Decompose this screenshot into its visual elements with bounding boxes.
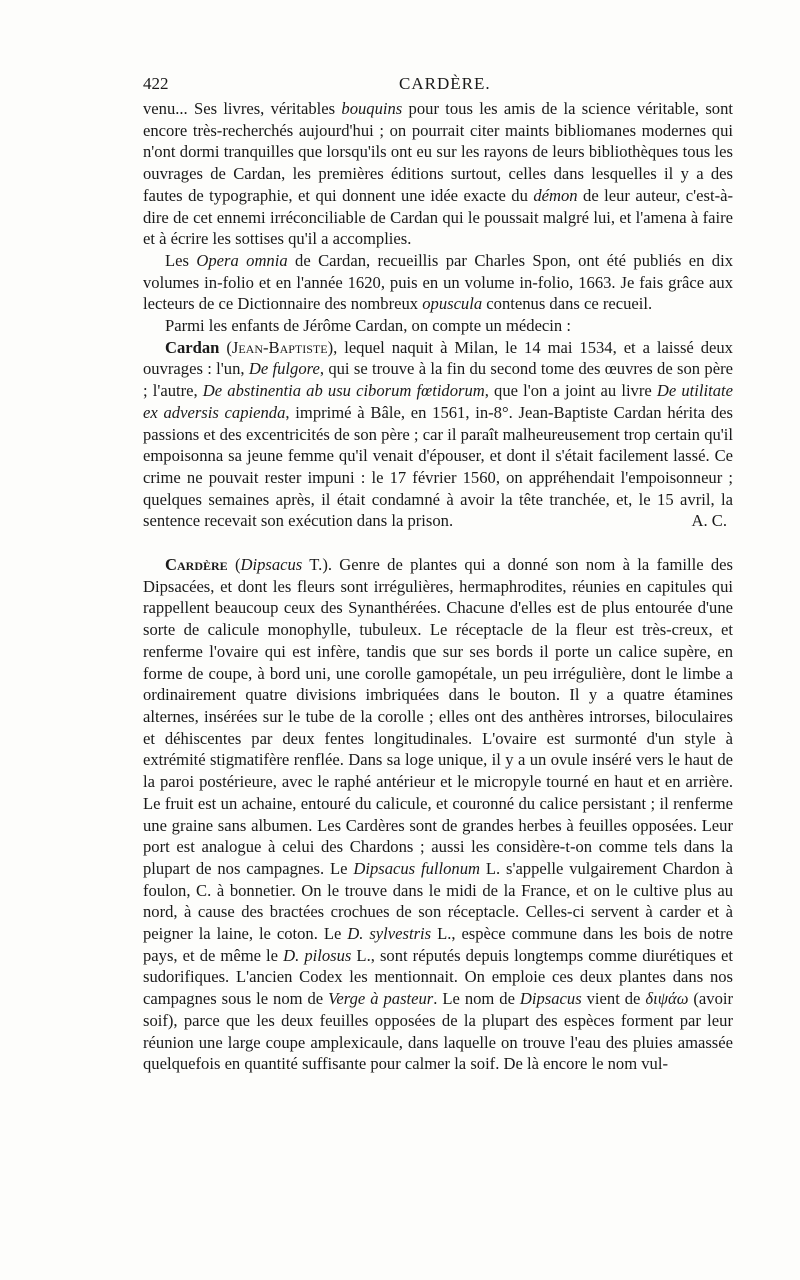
page-header xyxy=(143,74,733,98)
text-run: venu... Ses livres, véritables xyxy=(143,99,342,118)
text-run: De fulgore xyxy=(248,359,320,379)
paragraph-opera-omnia xyxy=(143,250,733,315)
text-run: L., sont réputés depuis longtemps comme diurétiques et sudorifiques. L'ancien Codex les mentionnait. On emploie ces deux plantes dans nos campagnes sous le nom de xyxy=(143,945,733,1009)
author-signature: A. C. xyxy=(691,511,727,531)
page xyxy=(143,74,733,1075)
text-run: Dipsacus fullonum xyxy=(353,858,480,878)
paragraph-children xyxy=(143,315,733,337)
text-run: ( xyxy=(227,555,241,575)
text-run: De utilitate ex adversis capienda xyxy=(143,381,733,422)
paragraph-continuation xyxy=(143,98,733,250)
text-run: , imprimé à Bâle, en 1561, in-8°. Jean-Baptiste Cardan hérita des passions et des excentricités de son père ; car il paraît malheureusement trop certain qu'il empoisonna sa jeune femme qu'il venait d'épouser, et dont il s'était facilement lassé. Ce crime ne pouvait rester impuni : le 17 février 1560, on appréhendait l'empoisonneur ; quelques semaines après, il était condamné à avoir la tête tranchée, et, le 15 avril, la sentence recevait son exécution dans la prison. xyxy=(143,402,733,531)
text-run: Dipsacus xyxy=(519,989,582,1009)
text-run: , que l'on a joint au livre xyxy=(484,381,657,401)
text-run: Opera omnia xyxy=(196,250,288,270)
text-run: Verge à pasteur xyxy=(328,989,434,1009)
text-run: Parmi les enfants de Jérôme Cardan, on compte un médecin : xyxy=(165,316,571,336)
text-run: διψάω xyxy=(645,989,689,1009)
text-run: bouquins xyxy=(341,99,403,118)
text-run: Cardère xyxy=(165,555,228,575)
entry-cardan-jean-baptiste xyxy=(143,337,733,532)
text-run: , qui se trouve à la fin du second tome des œuvres de son père ; l'autre, xyxy=(143,359,733,401)
text-run: pour tous les amis de la science véritable, sont encore très-recherchés aujourd'hui ; on pourrait citer maints bibliomanes modernes qui n'ont dormi tranquilles que lorsqu'ils ont eu sur les rayons de leurs bibliothèques tous les ouvrages de Cardan, les premières éditions surtout, celles dans lesquelles il y a des fautes de typographie, et qui donnent une idée exacte du xyxy=(143,99,733,205)
running-title: CARDÈRE. xyxy=(399,74,491,93)
text-run: vient de xyxy=(581,989,646,1009)
text-run: ( xyxy=(219,337,232,357)
text-run: opuscula xyxy=(422,294,483,314)
text-run: L. s'appelle vulgairement Chardon à foulon, C. à bonnetier. On le trouve dans le midi de la France, et on le cultive plus au nord, à cause des bractées crochues de son réceptacle. Celles-ci servent à carder et à peigner la laine, le coton. Le xyxy=(143,858,733,944)
text-run: T.). Genre de plantes qui a donné son nom à la famille des Dipsacées, et dont les fleurs sont irrégulières, hermaphrodites, réunies en capitules qui rappellent beaucoup ceux des Synanthérées. Chacune d'elles est de plus entourée d'une sorte de calicule monophylle, tubuleux. Le réceptacle de la fleur est très-creux, et renferme l'ovaire qui est infère, tandis que sur ses bords il porte un calice supère, en forme de coupe, à bord uni, une corolle gamopétale, un peu irrégulière, dont le limbe a ordinairement quatre divisions imbriquées dans le bouton. Il y a quatre étamines alternes, insérées sur le tube de la corolle ; elles ont des anthères introrses, biloculaires et déhiscentes par deux fentes longitudinales. L'ovaire est surmonté d'un style à extrémité stigmatifère renflée. Dans sa loge unique, il y a un ovule inséré vers le haut de la paroi postérieure, avec le raphé antérieur et le micropyle tourné en haut et en arrière. Le fruit est un achaine, entouré du calicule, et couronné du calice persistant ; il renferme une graine sans albumen. Les Cardères sont de grandes herbes à feuilles opposées. Leur port est analogue à celui des Chardons ; aussi les considère-t-on comme tels dans la plupart de nos campagnes. Le xyxy=(143,555,733,878)
text-run: ), lequel naquit à Milan, le 14 mai 1534, et a laissé deux ouvrages : l'un, xyxy=(143,337,733,379)
text-run: L., espèce commune dans les bois de notre pays, et de même le xyxy=(143,924,734,965)
text-run: D. pilosus xyxy=(283,945,352,965)
text-run: . Le nom de xyxy=(433,989,520,1009)
text-run: De abstinentia ab usu ciborum fœtidorum xyxy=(202,381,485,401)
entry-cardere xyxy=(143,554,733,1075)
body-text xyxy=(143,98,733,1075)
text-run: Dipsacus xyxy=(240,555,303,575)
text-run: Les xyxy=(165,250,197,270)
text-run: Cardan xyxy=(165,337,220,357)
text-run: de leur auteur, c'est-à-dire de cet ennemi irréconciliable de Cardan qui le poussait malgré lui, et l'amena à faire et à écrire les sottises qu'il a accomplies. xyxy=(143,185,734,249)
text-run: de Cardan, recueillis par Charles Spon, ont été publiés en dix volumes in-folio et en l'année 1620, puis en un volume in-folio, 1663. Je fais grâce aux lecteurs de ce Dictionnaire des nombreux xyxy=(143,250,733,314)
text-run: contenus dans ce recueil. xyxy=(482,294,653,314)
text-run: démon xyxy=(533,185,578,205)
text-run: Jean-Baptiste xyxy=(231,337,328,357)
section-gap xyxy=(143,532,733,554)
text-run: D. sylvestris xyxy=(347,924,432,944)
text-run: (avoir soif), parce que les deux feuilles opposées de la plupart des espèces forment par leur réunion une large coupe amplexicaule, dans laquelle on trouve l'eau des pluies amassée quelquefois en quantité suffisante pour calmer la soif. De là encore le nom vul- xyxy=(143,989,734,1074)
page-number: 422 xyxy=(143,74,169,93)
